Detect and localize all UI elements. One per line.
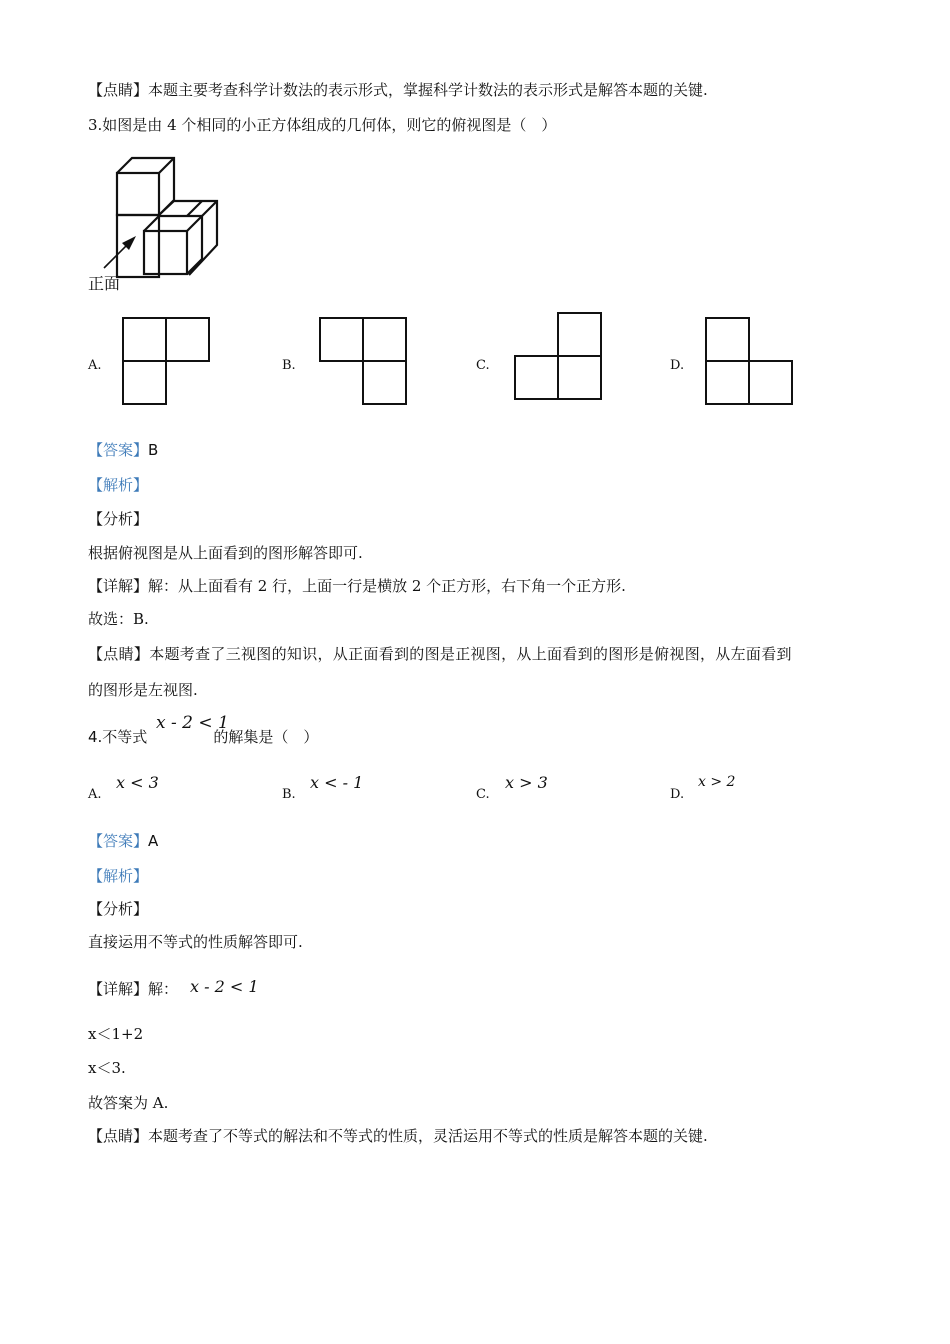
option-a-label: A. xyxy=(88,358,102,373)
xiangjie-4: 【详解】解： xyxy=(88,980,179,998)
guxuan-3: 故选：B. xyxy=(88,610,149,628)
answer-tag: 【答案】 xyxy=(88,441,149,459)
fenxi-4: 【分析】 xyxy=(88,900,149,918)
answer-4 xyxy=(88,831,158,851)
option-c-figure xyxy=(512,310,604,402)
question-3: 3.如图是由 4 个相同的小正方体组成的几何体，则它的俯视图是（ ） xyxy=(88,116,557,134)
option-b-label: B. xyxy=(282,358,296,373)
dianjing-prev: 【点睛】本题主要考查科学计数法的表示形式，掌握科学计数法的表示形式是解答本题的关键. xyxy=(88,81,708,99)
fenxi-4-text: 直接运用不等式的性质解答即可. xyxy=(88,933,303,951)
option-b-figure xyxy=(317,315,409,407)
q4-pre: 4.不等式 xyxy=(88,728,148,746)
step-2: x＜3. xyxy=(88,1059,126,1077)
q4-post: 的解集是（ ） xyxy=(213,728,319,746)
option4-a-label: A. xyxy=(88,787,102,802)
answer-value: A xyxy=(148,832,159,850)
dianjing-4: 【点睛】本题考查了不等式的解法和不等式的性质，灵活运用不等式的性质是解答本题的关键. xyxy=(88,1127,708,1145)
step-1: x＜1+2 xyxy=(88,1025,144,1043)
option-d-figure xyxy=(703,315,795,407)
fenxi-3: 【分析】 xyxy=(88,510,149,528)
q4-expression: x - 2 < 1 xyxy=(156,713,229,733)
option4-d: x > 2 xyxy=(698,774,736,790)
jiexi-3: 【解析】 xyxy=(88,476,149,494)
front-label: 正面 xyxy=(88,274,121,293)
option4-b: x < - 1 xyxy=(310,773,364,792)
dianjing-3b: 的图形是左视图. xyxy=(88,681,198,699)
xiangjie-4-expression: x - 2 < 1 xyxy=(190,977,259,996)
option4-a: x < 3 xyxy=(116,773,159,792)
xiangjie-3: 【详解】解：从上面看有 2 行，上面一行是横放 2 个正方形，右下角一个正方形. xyxy=(88,577,626,595)
option-d-label: D. xyxy=(670,358,685,373)
option4-c-label: C. xyxy=(476,787,490,802)
option-c-label: C. xyxy=(476,358,490,373)
option4-b-label: B. xyxy=(282,787,296,802)
option4-c: x > 3 xyxy=(505,773,548,792)
answer-tag: 【答案】 xyxy=(88,832,149,850)
answer-value: B xyxy=(148,441,159,459)
jiexi-4: 【解析】 xyxy=(88,867,149,885)
dianjing-3a: 【点睛】本题考查了三视图的知识，从正面看到的图是正视图，从上面看到的图形是俯视图，从左面看到 xyxy=(88,645,792,663)
option4-d-label: D. xyxy=(670,787,685,802)
gu-4: 故答案为 A. xyxy=(88,1094,169,1112)
option-a-figure xyxy=(120,315,212,407)
fenxi-3-text: 根据俯视图是从上面看到的图形解答即可. xyxy=(88,544,363,562)
answer-3 xyxy=(88,440,158,460)
